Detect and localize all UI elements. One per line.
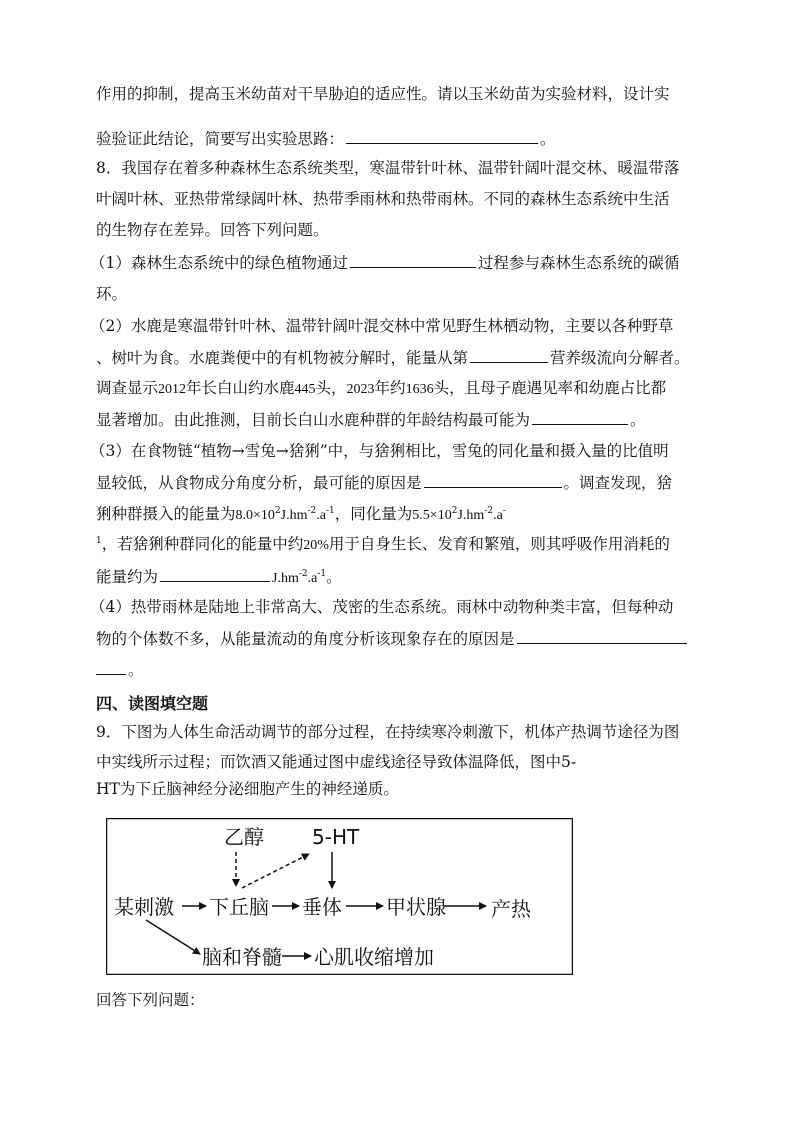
answer-blank[interactable] bbox=[346, 128, 538, 144]
answer-blank[interactable] bbox=[470, 347, 548, 363]
text-line: 显著增加。由此推测，目前长白山水鹿种群的年龄结构最可能为 。 bbox=[96, 411, 646, 429]
text-line: 中实线所示过程；而饮酒又能通过图中虚线途径导致体温降低，图中5- bbox=[96, 753, 577, 771]
text-line: 、树叶为食。水鹿粪便中的有机物被分解时，能量从第 营养级流向分解者。 bbox=[96, 349, 690, 367]
node-thyroid: 甲状腺 bbox=[386, 895, 446, 919]
node-5ht: 5-HT bbox=[312, 825, 360, 849]
node-ethanol: 乙醇 bbox=[224, 825, 264, 849]
node-hypothalamus: 下丘脑 bbox=[209, 895, 269, 919]
text-line: HT为下丘脑神经分泌细胞产生的神经递质。 bbox=[96, 780, 399, 798]
answer-blank[interactable] bbox=[160, 566, 270, 582]
dashed-arrow-hypothalamus-5ht bbox=[242, 854, 309, 888]
node-pituitary: 垂体 bbox=[302, 895, 342, 919]
text-line: 猁种群摄入的能量为$8.0\times 10^2J.hm^{-2}.a^{-1}$，同化量为$5.5\times 10^2J.hm^{-2}.a^-$ bbox=[96, 505, 506, 523]
node-heat: 产热 bbox=[491, 897, 531, 921]
section-heading: 四、读图填空题 bbox=[96, 694, 209, 713]
text-line: 验验证此结论，简要写出实验思路： 。 bbox=[96, 130, 556, 148]
text-line: 显较低，从食物成分角度分析，最可能的原因是 。调查发现，猞 bbox=[96, 474, 673, 492]
question-9-stem: 9．下图为人体生命活动调节的部分过程，在持续寒冷刺激下，机体产热调节途径为图 bbox=[96, 723, 680, 741]
text-line: 能量约为 $J.hm^{-2}.a^{-1}$。 bbox=[96, 568, 342, 586]
question-8-4: （4）热带雨林是陆地上非常高大、茂密的生态系统。雨林中动物种类丰富，但每种动 bbox=[90, 598, 674, 616]
text-line: 。 bbox=[96, 659, 144, 680]
answer-blank[interactable] bbox=[96, 659, 126, 675]
text-line: 回答下列问题： bbox=[96, 991, 205, 1009]
answer-blank[interactable] bbox=[350, 252, 476, 268]
question-8-stem: 8．我国存在着多种森林生态系统类型，寒温带针叶林、温带针阔叶混交林、暖温带落 bbox=[96, 159, 680, 177]
question-8-3: （3）在食物链“植物→雪兔→猞猁”中，与猞猁相比，雪兔的同化量和摄入量的比值明 bbox=[90, 442, 669, 460]
question-8-1: （1）森林生态系统中的绿色植物通过 过程参与森林生态系统的碳循 bbox=[90, 254, 680, 272]
answer-blank[interactable] bbox=[517, 628, 687, 644]
text-line: 环。 bbox=[96, 285, 128, 303]
text-line: $^1$，若猞猁种群同化的能量中约20%用于自身生长、发育和繁殖，则其呼吸作用消耗的 bbox=[96, 535, 670, 553]
text-line: 物的个体数不多，从能量流动的角度分析该现象存在的原因是 bbox=[96, 628, 689, 649]
node-brain-spinal-cord: 脑和脊髓 bbox=[202, 945, 282, 969]
answer-blank[interactable] bbox=[424, 472, 562, 488]
node-heart-contraction: 心肌收缩增加 bbox=[314, 945, 434, 969]
answer-blank[interactable] bbox=[532, 409, 628, 425]
diagram-svg bbox=[106, 818, 573, 975]
text-line: 调查显示2012年长白山约水鹿445头，2023年约1636头，且母子鹿遇见率和幼鹿占比都 bbox=[96, 379, 667, 397]
node-stimulus: 某刺激 bbox=[114, 895, 174, 919]
text-line: 作用的抑制，提高玉米幼苗对干旱胁迫的适应性。请以玉米幼苗为实验材料，设计实 bbox=[96, 85, 670, 103]
regulation-diagram bbox=[106, 818, 573, 975]
text-line: 的生物存在差异。回答下列问题。 bbox=[96, 221, 329, 239]
arrow-stimulus-brain bbox=[146, 920, 200, 954]
question-8-2: （2）水鹿是寒温带针叶林、温带针阔叶混交林中常见野生林栖动物，主要以各种野草 bbox=[90, 317, 674, 335]
text-line: 叶阔叶林、亚热带常绿阔叶林、热带季雨林和热带雨林。不同的森林生态系统中生活 bbox=[96, 190, 670, 208]
